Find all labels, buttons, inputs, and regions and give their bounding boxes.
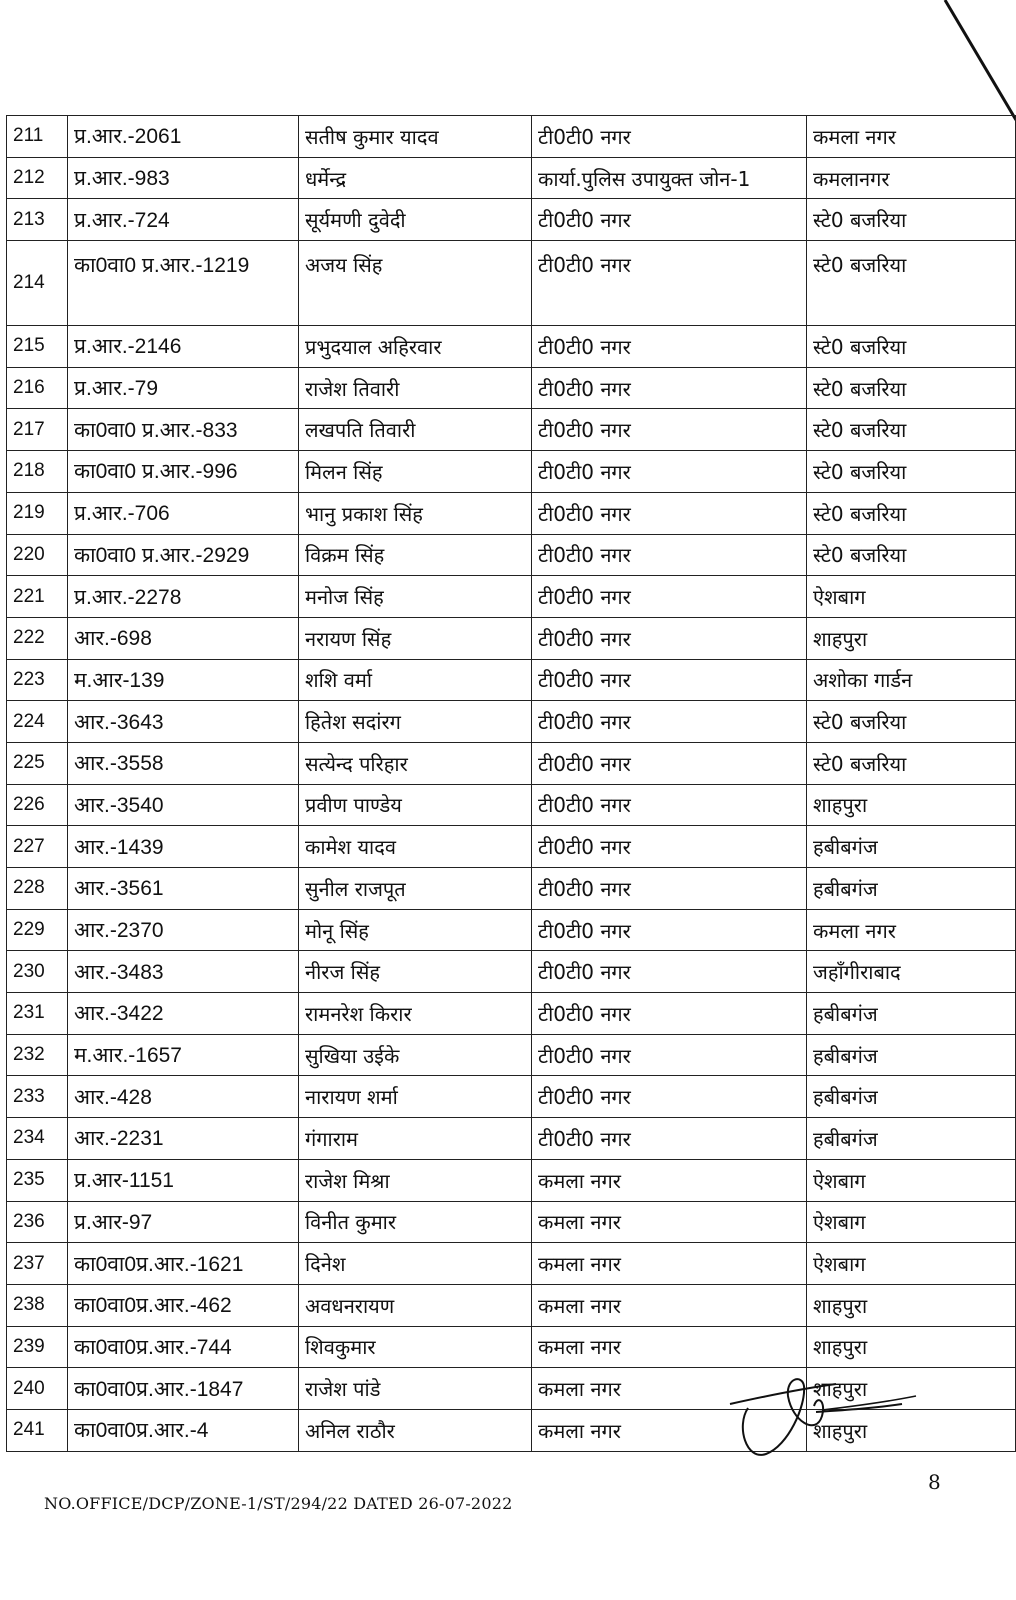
table-row [7,1284,1016,1326]
table-row [7,1076,1016,1118]
serial-number-cell: 240 [7,1368,68,1410]
table-row [7,742,1016,784]
new-posting-cell: ऐशबाग [807,1201,1016,1243]
current-posting-cell: कार्या.पुलिस उपायुक्त जोन-1 [532,157,807,199]
new-posting-cell: शाहपुरा [807,1326,1016,1368]
current-posting-cell: टी0टी0 नगर [532,742,807,784]
table-row [7,576,1016,618]
serial-number-cell: 236 [7,1201,68,1243]
serial-number-cell: 228 [7,868,68,910]
employee-name-cell: सुनील राजपूत [299,868,532,910]
employee-name-cell: कामेश यादव [299,826,532,868]
employee-name-cell: अवधनरायण [299,1284,532,1326]
current-posting-cell: टी0टी0 नगर [532,659,807,701]
current-posting-cell: कमला नगर [532,1368,807,1410]
serial-number-cell: 231 [7,993,68,1035]
employee-name-cell: विनीत कुमार [299,1201,532,1243]
serial-number-cell: 223 [7,659,68,701]
table-row [7,116,1016,158]
employee-name-cell: शिवकुमार [299,1326,532,1368]
serial-number-cell: 241 [7,1409,68,1451]
table-row [7,451,1016,493]
employee-name-cell: मोनू सिंह [299,909,532,951]
current-posting-cell: टी0टी0 नगर [532,326,807,368]
table-row [7,784,1016,826]
employee-name-cell: दिनेश [299,1243,532,1285]
employee-name-cell: राजेश मिश्रा [299,1159,532,1201]
new-posting-cell: कमलानगर [807,157,1016,199]
current-posting-cell: टी0टी0 नगर [532,576,807,618]
rank-number-cell: आर.-2231 [68,1118,299,1160]
new-posting-cell: स्टे0 बजरिया [807,326,1016,368]
employee-name-cell: प्रभुदयाल अहिरवार [299,326,532,368]
rank-number-cell: का0वा0 प्र.आर.-1219 [68,241,299,326]
new-posting-cell: शाहपुरा [807,1368,1016,1410]
serial-number-cell: 219 [7,492,68,534]
rank-number-cell: प्र.आर.-2278 [68,576,299,618]
rank-number-cell: का0वा0प्र.आर.-1621 [68,1243,299,1285]
current-posting-cell: कमला नगर [532,1409,807,1451]
table-row [7,367,1016,409]
current-posting-cell: टी0टी0 नगर [532,534,807,576]
current-posting-cell: टी0टी0 नगर [532,826,807,868]
new-posting-cell: ऐशबाग [807,1159,1016,1201]
employee-name-cell: अनिल राठौर [299,1409,532,1451]
rank-number-cell: प्र.आर.-2146 [68,326,299,368]
employee-name-cell: राजेश तिवारी [299,367,532,409]
table-row [7,534,1016,576]
serial-number-cell: 225 [7,742,68,784]
table-row [7,659,1016,701]
current-posting-cell: टी0टी0 नगर [532,451,807,493]
rank-number-cell: आर.-2370 [68,909,299,951]
serial-number-cell: 234 [7,1118,68,1160]
rank-number-cell: प्र.आर.-706 [68,492,299,534]
serial-number-cell: 221 [7,576,68,618]
current-posting-cell: टी0टी0 नगर [532,951,807,993]
table-row [7,951,1016,993]
new-posting-cell: कमला नगर [807,116,1016,158]
rank-number-cell: का0वा0प्र.आर.-462 [68,1284,299,1326]
table-row [7,1243,1016,1285]
rank-number-cell: प्र.आर.-79 [68,367,299,409]
new-posting-cell: शाहपुरा [807,784,1016,826]
employee-name-cell: सत्येन्द परिहार [299,742,532,784]
new-posting-cell: स्टे0 बजरिया [807,241,1016,326]
rank-number-cell: प्र.आर.-983 [68,157,299,199]
employee-name-cell: सतीष कुमार यादव [299,116,532,158]
current-posting-cell: टी0टी0 नगर [532,409,807,451]
current-posting-cell: टी0टी0 नगर [532,701,807,743]
serial-number-cell: 227 [7,826,68,868]
current-posting-cell: टी0टी0 नगर [532,868,807,910]
rank-number-cell: का0वा0 प्र.आर.-833 [68,409,299,451]
current-posting-cell: कमला नगर [532,1159,807,1201]
employee-name-cell: नारायण शर्मा [299,1076,532,1118]
rank-number-cell: प्र.आर.-724 [68,199,299,241]
serial-number-cell: 214 [7,241,68,326]
new-posting-cell: जहाँगीराबाद [807,951,1016,993]
new-posting-cell: स्टे0 बजरिया [807,534,1016,576]
serial-number-cell: 216 [7,367,68,409]
current-posting-cell: टी0टी0 नगर [532,909,807,951]
employee-name-cell: प्रवीण पाण्डेय [299,784,532,826]
new-posting-cell: स्टे0 बजरिया [807,492,1016,534]
employee-name-cell: हितेश सदांरग [299,701,532,743]
employee-name-cell: नीरज सिंह [299,951,532,993]
table-row [7,1159,1016,1201]
rank-number-cell: आर.-3558 [68,742,299,784]
current-posting-cell: टी0टी0 नगर [532,1034,807,1076]
employee-name-cell: रामनरेश किरार [299,993,532,1035]
serial-number-cell: 218 [7,451,68,493]
current-posting-cell: टी0टी0 नगर [532,1076,807,1118]
employee-name-cell: मिलन सिंह [299,451,532,493]
employee-name-cell: विक्रम सिंह [299,534,532,576]
signature [726,1366,936,1466]
rank-number-cell: म.आर.-1657 [68,1034,299,1076]
current-posting-cell: कमला नगर [532,1201,807,1243]
new-posting-cell: हबीबगंज [807,993,1016,1035]
employee-name-cell: अजय सिंह [299,241,532,326]
table-row [7,326,1016,368]
new-posting-cell: स्टे0 बजरिया [807,451,1016,493]
serial-number-cell: 217 [7,409,68,451]
rank-number-cell: का0वा0प्र.आर.-4 [68,1409,299,1451]
serial-number-cell: 229 [7,909,68,951]
table-row [7,492,1016,534]
new-posting-cell: कमला नगर [807,909,1016,951]
current-posting-cell: टी0टी0 नगर [532,784,807,826]
current-posting-cell: टी0टी0 नगर [532,993,807,1035]
new-posting-cell: स्टे0 बजरिया [807,367,1016,409]
rank-number-cell: का0वा0प्र.आर.-1847 [68,1368,299,1410]
table-row [7,409,1016,451]
new-posting-cell: हबीबगंज [807,1118,1016,1160]
current-posting-cell: टी0टी0 नगर [532,617,807,659]
new-posting-cell: हबीबगंज [807,868,1016,910]
rank-number-cell: आर.-3643 [68,701,299,743]
table-row [7,701,1016,743]
employee-name-cell: सुखिया उईके [299,1034,532,1076]
serial-number-cell: 237 [7,1243,68,1285]
serial-number-cell: 224 [7,701,68,743]
serial-number-cell: 220 [7,534,68,576]
table-row [7,1201,1016,1243]
new-posting-cell: ऐशबाग [807,576,1016,618]
rank-number-cell: प्र.आर-97 [68,1201,299,1243]
serial-number-cell: 215 [7,326,68,368]
new-posting-cell: स्टे0 बजरिया [807,199,1016,241]
serial-number-cell: 211 [7,116,68,158]
new-posting-cell: स्टे0 बजरिया [807,701,1016,743]
serial-number-cell: 232 [7,1034,68,1076]
employee-name-cell: सूर्यमणी दुवेदी [299,199,532,241]
new-posting-cell: स्टे0 बजरिया [807,409,1016,451]
rank-number-cell: का0वा0 प्र.आर.-996 [68,451,299,493]
rank-number-cell: आर.-3422 [68,993,299,1035]
serial-number-cell: 230 [7,951,68,993]
current-posting-cell: टी0टी0 नगर [532,492,807,534]
rank-number-cell: आर.-3483 [68,951,299,993]
serial-number-cell: 213 [7,199,68,241]
transfer-list-table [6,115,1016,1452]
new-posting-cell: हबीबगंज [807,1034,1016,1076]
rank-number-cell: आर.-3540 [68,784,299,826]
employee-name-cell: गंगाराम [299,1118,532,1160]
new-posting-cell: स्टे0 बजरिया [807,742,1016,784]
serial-number-cell: 235 [7,1159,68,1201]
rank-number-cell: आर.-3561 [68,868,299,910]
current-posting-cell: टी0टी0 नगर [532,241,807,326]
current-posting-cell: कमला नगर [532,1284,807,1326]
table-row [7,157,1016,199]
serial-number-cell: 233 [7,1076,68,1118]
rank-number-cell: आर.-1439 [68,826,299,868]
serial-number-cell: 212 [7,157,68,199]
employee-name-cell: शशि वर्मा [299,659,532,701]
rank-number-cell: आर.-698 [68,617,299,659]
employee-name-cell: नरायण सिंह [299,617,532,659]
employee-name-cell: राजेश पांडे [299,1368,532,1410]
table-row [7,617,1016,659]
rank-number-cell: म.आर-139 [68,659,299,701]
table-row [7,909,1016,951]
current-posting-cell: टी0टी0 नगर [532,199,807,241]
current-posting-cell: टी0टी0 नगर [532,116,807,158]
rank-number-cell: प्र.आर.-2061 [68,116,299,158]
new-posting-cell: शाहपुरा [807,1409,1016,1451]
new-posting-cell: हबीबगंज [807,1076,1016,1118]
table-row [7,826,1016,868]
new-posting-cell: शाहपुरा [807,617,1016,659]
serial-number-cell: 226 [7,784,68,826]
rank-number-cell: आर.-428 [68,1076,299,1118]
table-row [7,199,1016,241]
employee-name-cell: लखपति तिवारी [299,409,532,451]
current-posting-cell: कमला नगर [532,1326,807,1368]
new-posting-cell: हबीबगंज [807,826,1016,868]
table-row [7,1118,1016,1160]
serial-number-cell: 238 [7,1284,68,1326]
new-posting-cell: शाहपुरा [807,1284,1016,1326]
page-number: 8 [928,1470,941,1494]
new-posting-cell: ऐशबाग [807,1243,1016,1285]
table-row [7,1326,1016,1368]
table-row [7,868,1016,910]
serial-number-cell: 239 [7,1326,68,1368]
document-reference: NO.OFFICE/DCP/ZONE-1/ST/294/22 DATED 26-07-2022 [44,1494,513,1513]
employee-name-cell: भानु प्रकाश सिंह [299,492,532,534]
current-posting-cell: कमला नगर [532,1243,807,1285]
rank-number-cell: का0वा0 प्र.आर.-2929 [68,534,299,576]
employee-name-cell: धर्मेन्द्र [299,157,532,199]
rank-number-cell: प्र.आर-1151 [68,1159,299,1201]
current-posting-cell: टी0टी0 नगर [532,367,807,409]
new-posting-cell: अशोका गार्डन [807,659,1016,701]
table-row [7,241,1016,326]
employee-name-cell: मनोज सिंह [299,576,532,618]
table-row [7,1034,1016,1076]
serial-number-cell: 222 [7,617,68,659]
table-row [7,993,1016,1035]
current-posting-cell: टी0टी0 नगर [532,1118,807,1160]
rank-number-cell: का0वा0प्र.आर.-744 [68,1326,299,1368]
